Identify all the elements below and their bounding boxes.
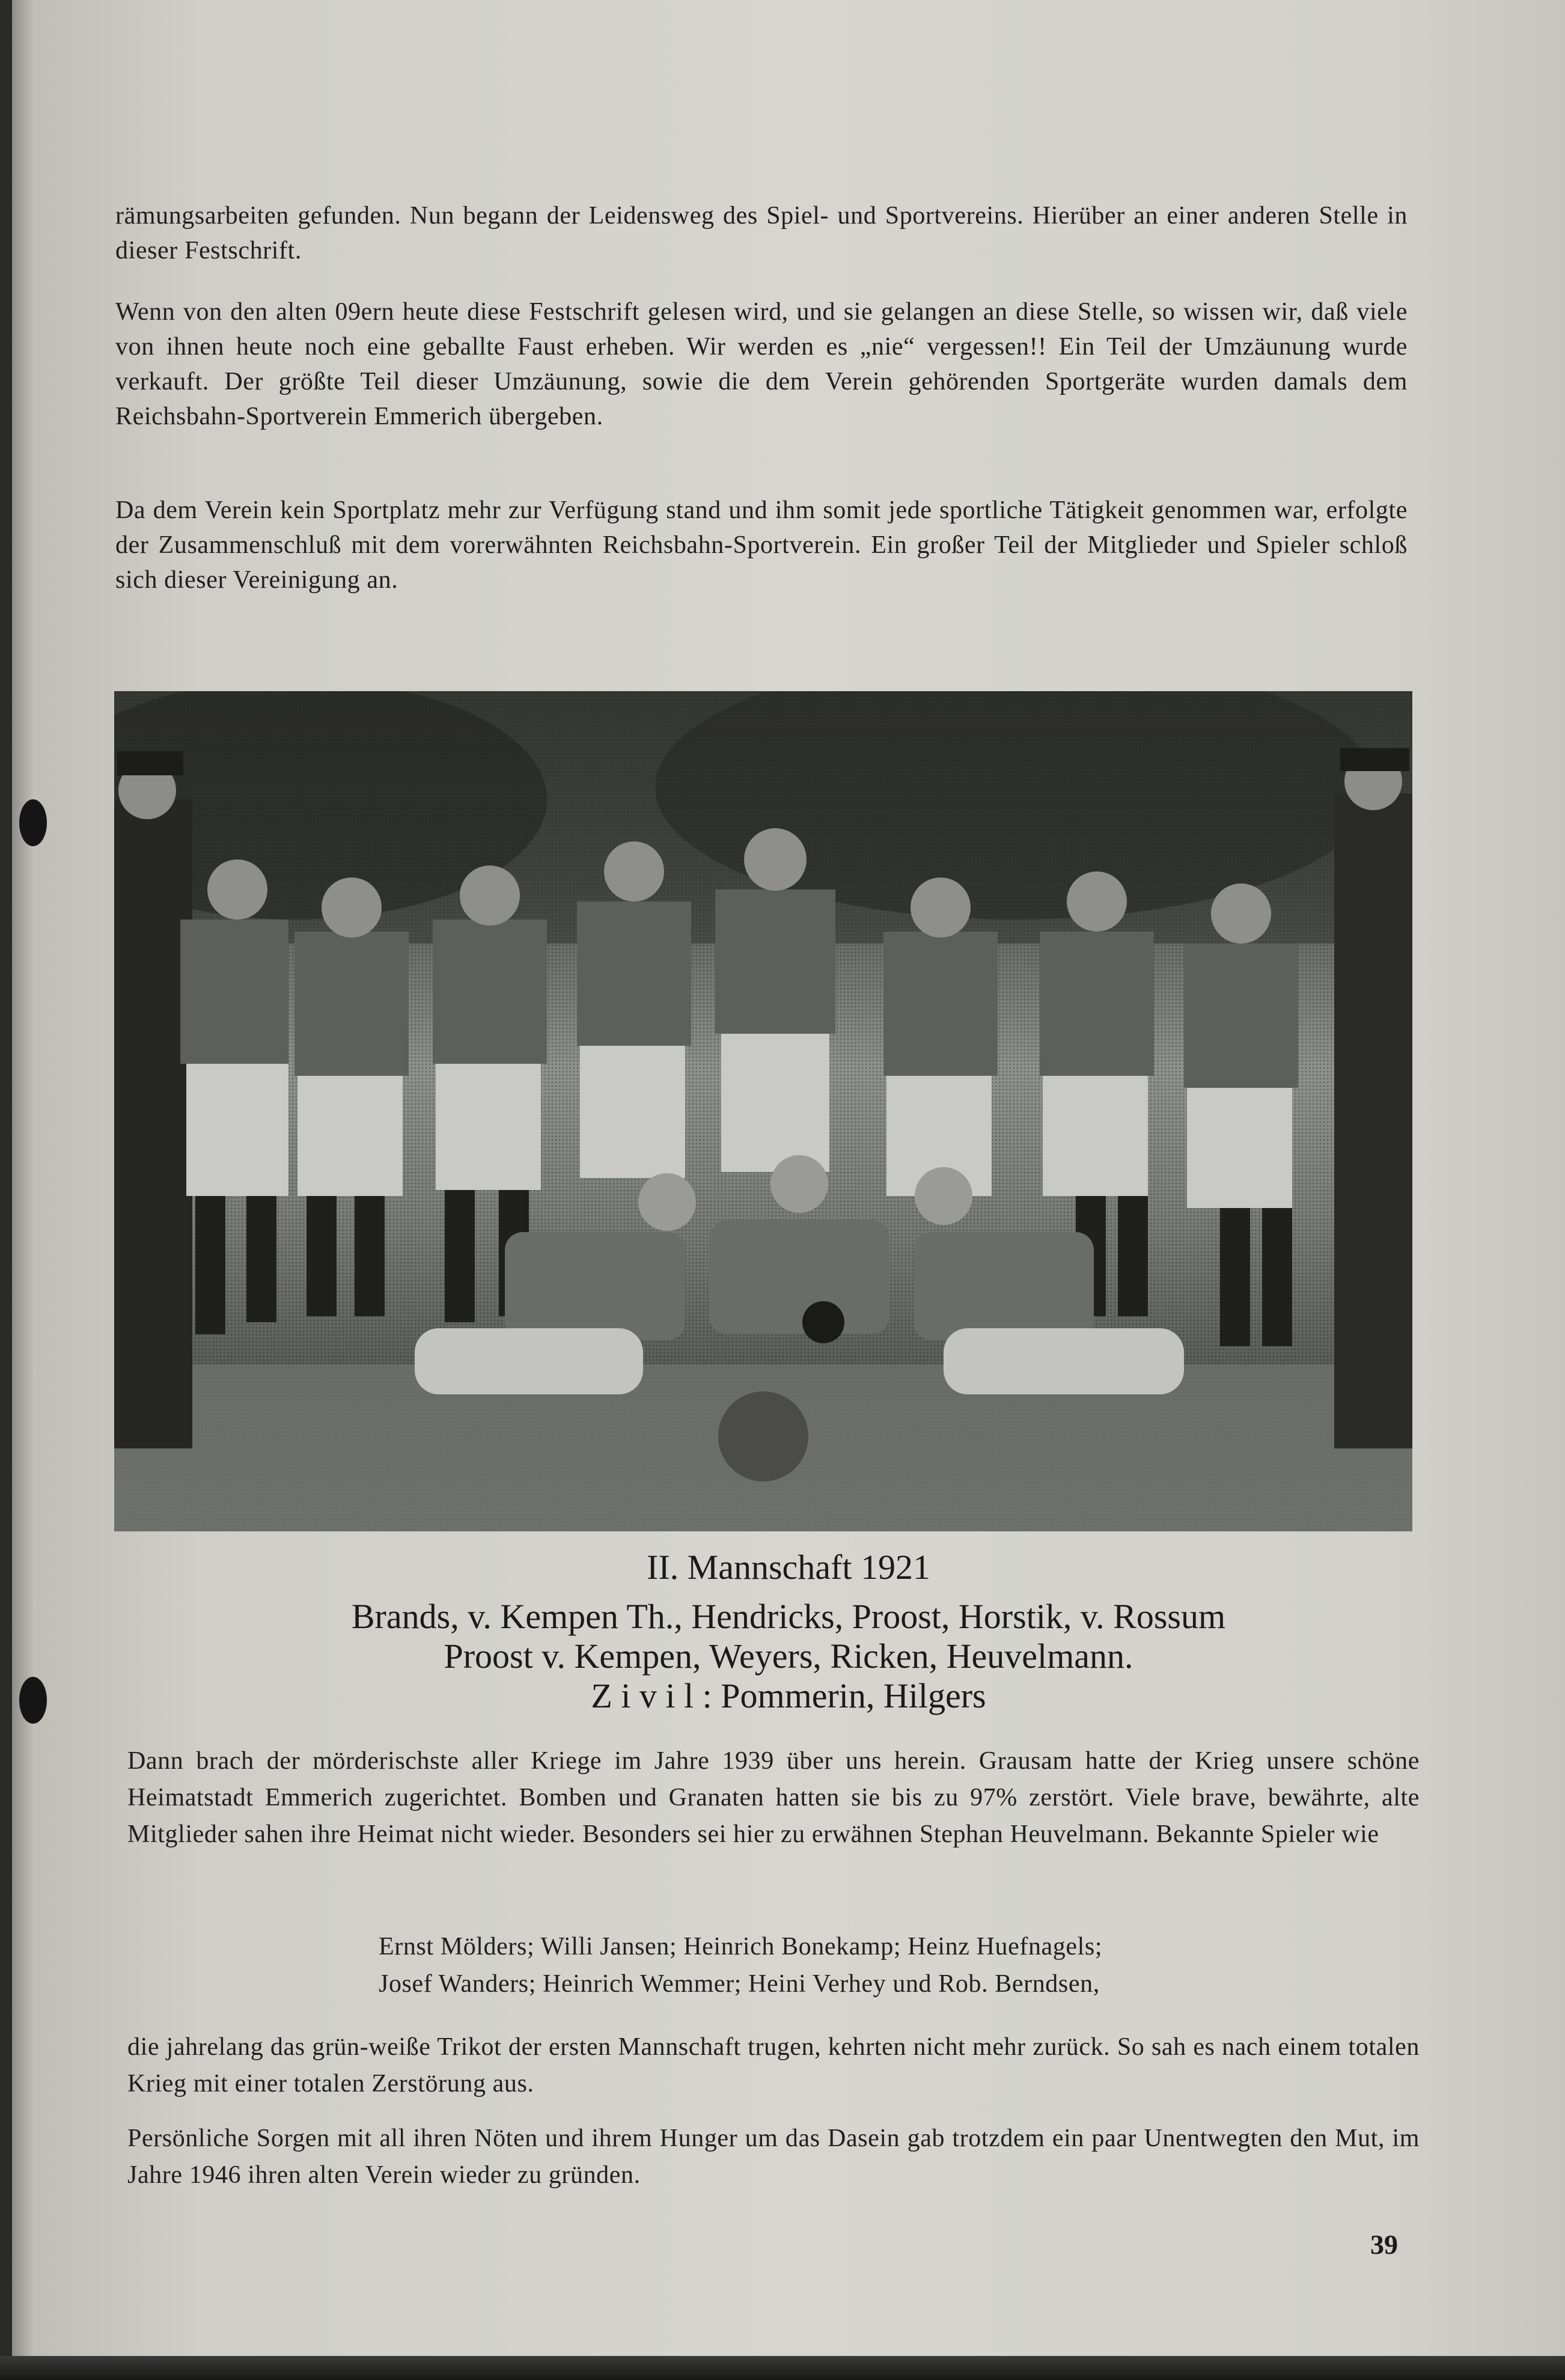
- photo-caption-line-1: Brands, v. Kempen Th., Hendricks, Proost, Horstik, v. Rossum: [351, 1597, 1226, 1636]
- paragraph-6: Persönliche Sorgen mit all ihren Nöten und ihrem Hunger um das Dasein gab trotzdem ein paar Unentwegten den Mut, im Jahre 1946 ihren alten Verein wieder zu gründen.: [127, 2125, 1420, 2189]
- team-photo: [114, 691, 1412, 1531]
- team-photo-figures: [114, 691, 1412, 1531]
- paragraph-1: rämungsarbeiten gefunden. Nun begann der Leidensweg des Spiel- und Sportvereins. Hierüber an einer anderen Stelle in dieser Festschrift.: [115, 202, 1408, 264]
- photo-caption-title: II. Mannschaft 1921: [647, 1548, 930, 1587]
- photo-caption-line-2: Proost v. Kempen, Weyers, Ricken, Heuvelmann.: [444, 1637, 1133, 1676]
- binding-hole-top: [19, 799, 47, 846]
- roster-line-2: Josef Wanders; Heinrich Wemmer; Heini Verhey und Rob. Berndsen,: [379, 1970, 1100, 1998]
- paragraph-4: Dann brach der mörderischste aller Kriege im Jahre 1939 über uns herein. Grausam hatte der Krieg unsere schöne Heimatstadt Emmerich zugerichtet. Bomben und Granaten hatten sie bis zu 97% zerstört. Viele brave, bewährte, alte Mitglieder sahen ihre Heimat nicht wieder. Besonders sei hier zu erwähnen Stephan Heuvelmann. Bekannte Spieler wie: [127, 1747, 1420, 1848]
- paragraph-2: Wenn von den alten 09ern heute diese Festschrift gelesen wird, und sie gelangen an diese Stelle, so wissen wir, daß viele von ihnen heute noch eine geballte Faust erheben. Wir werden es „nie“ vergessen!! Ein Teil der Umzäunung wurde verkauft. Der größte Teil dieser Umzäunung, sowie die dem Verein gehörenden Sportgeräte wurden damals dem Reichsbahn-Sportverein Emmerich übergeben.: [115, 298, 1408, 430]
- paragraph-5: die jahrelang das grün-weiße Trikot der ersten Mannschaft trugen, kehrten nicht mehr zurück. So sah es nach einem totalen Krieg mit einer totalen Zerstörung aus.: [127, 2033, 1420, 2098]
- page-bottom-shadow: [0, 2356, 1565, 2380]
- page-number: 39: [1370, 2229, 1398, 2260]
- paragraph-3: Da dem Verein kein Sportplatz mehr zur Verfügung stand und ihm somit jede sportliche Tätigkeit genommen war, erfolgte der Zusammenschluß mit dem vorerwähnten Reichsbahn-Sportverein. Ein großer Teil der Mitglieder und Spieler schloß sich dieser Vereinigung an.: [115, 496, 1408, 594]
- page-gutter: [12, 0, 36, 2362]
- roster-line-1: Ernst Mölders; Willi Jansen; Heinrich Bonekamp; Heinz Huefnagels;: [379, 1933, 1103, 1960]
- book-page: [12, 0, 1565, 2362]
- photo-caption-line-3: Z i v i l : Pommerin, Hilgers: [591, 1676, 986, 1715]
